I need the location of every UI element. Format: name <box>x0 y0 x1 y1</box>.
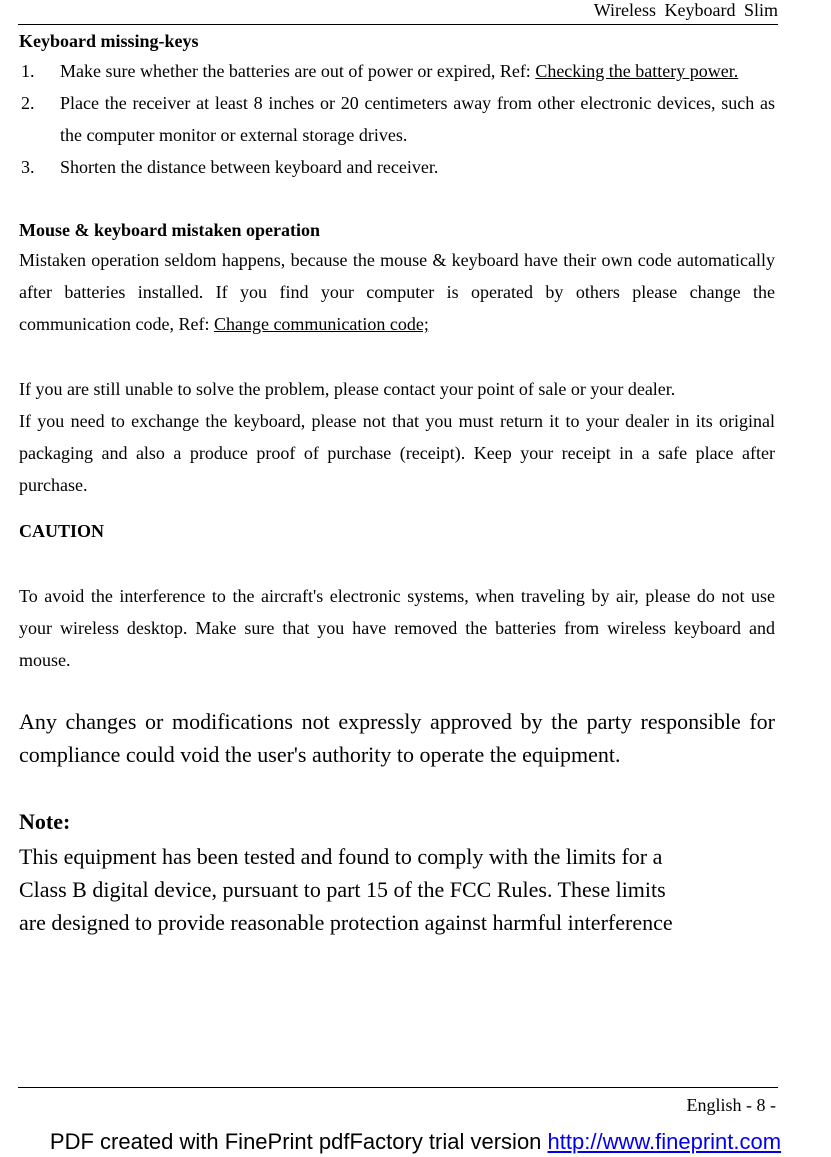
pdf-banner <box>0 1129 831 1155</box>
paragraph-text: Mistaken operation seldom happens, because the mouse & keyboard have their own code automatically after batteries installed. If you find your computer is operated by others please change the communication code, Ref: <box>19 250 775 334</box>
note-heading: Note: <box>19 809 71 834</box>
note-line: Class B digital device, pursuant to part 15 of the FCC Rules. These limits <box>19 877 666 902</box>
page-number: English - 8 - <box>686 1095 776 1115</box>
page-content <box>19 27 775 939</box>
support-paragraph: If you are still unable to solve the problem, please contact your point of sale or your dealer. <box>19 379 676 399</box>
ref-link-change-code[interactable]: Change communication code; <box>213 314 429 334</box>
mistaken-operation-paragraph <box>19 244 775 340</box>
list-item <box>19 55 775 87</box>
list-number: 1. <box>21 61 35 81</box>
footer-divider <box>18 1087 778 1088</box>
caution-heading: CAUTION <box>19 521 105 541</box>
list-number: 2. <box>21 93 35 113</box>
banner-link[interactable]: http://www.fineprint.com <box>547 1129 782 1154</box>
list-text: Place the receiver at least 8 inches or 20 centimeters away from other electronic devices, such as the computer monitor or external storage drives. <box>60 93 775 145</box>
exchange-paragraph: If you need to exchange the keyboard, please not that you must return it to your dealer in its original packaging and also a produce proof of purchase (receipt). Keep your receipt in a safe place after purchase. <box>19 411 775 495</box>
list-text: Make sure whether the batteries are out of power or expired, Ref: <box>60 61 536 81</box>
note-line: are designed to provide reasonable protection against harmful interference <box>19 910 673 935</box>
page-header <box>18 0 778 25</box>
section-heading-keyboard-missing-keys: Keyboard missing-keys <box>19 31 199 51</box>
list-number: 3. <box>21 157 35 177</box>
troubleshoot-list <box>19 55 775 183</box>
list-text: Shorten the distance between keyboard and receiver. <box>60 157 439 177</box>
list-item <box>19 151 775 183</box>
note-line: This equipment has been tested and found to comply with the limits for a <box>19 844 663 869</box>
list-item <box>19 87 775 151</box>
banner-text: PDF created with FinePrint pdfFactory trial version <box>49 1129 548 1154</box>
section-heading-mistaken-operation: Mouse & keyboard mistaken operation <box>19 220 320 240</box>
fcc-changes-paragraph: Any changes or modifications not expressly approved by the party responsible for compliance could void the user's authority to operate the equipment. <box>19 709 775 767</box>
caution-paragraph: To avoid the interference to the aircraft's electronic systems, when traveling by air, please do not use your wireless desktop. Make sure that you have removed the batteries from wireless keyboard and mouse. <box>19 586 775 670</box>
ref-link-battery-power[interactable]: Checking the battery power. <box>535 61 739 81</box>
header-title: Wireless Keyboard Slim <box>593 0 778 20</box>
